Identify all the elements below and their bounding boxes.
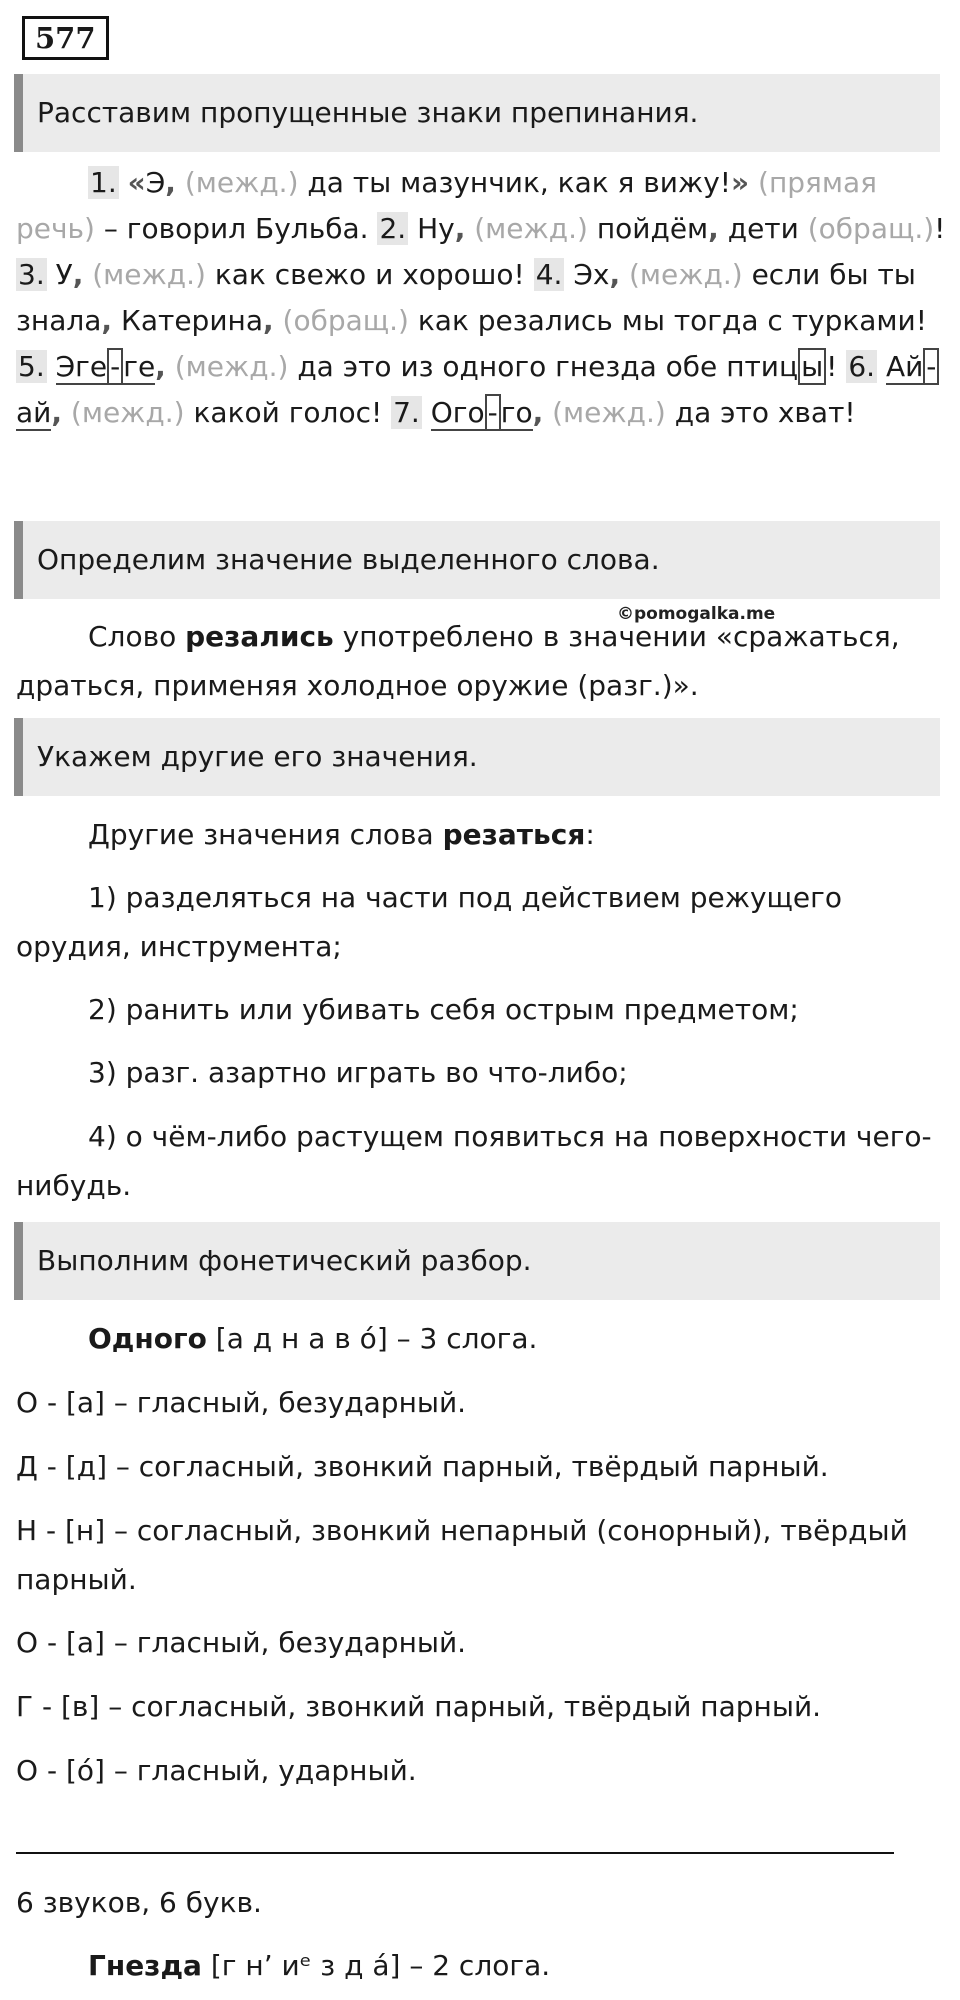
phonetic-summary: 6 звуков, 6 букв. xyxy=(16,1886,262,1919)
meaning-item: 3) разг. азартно играть во что-либо; xyxy=(88,1056,628,1089)
section-header: Выполним фонетический разбор. xyxy=(14,1222,940,1300)
sentence-number: 1. xyxy=(90,166,117,199)
annotation: (межд.) xyxy=(474,212,588,245)
annotation: (межд.) xyxy=(628,258,743,291)
annotation: (межд.) xyxy=(552,396,666,429)
section-header: Укажем другие его значения. xyxy=(14,718,940,796)
phonetic-line: Г - [в] – согласный, звонкий парный, твёрдый парный. xyxy=(16,1690,822,1723)
watermark: ©pomogalka.me xyxy=(617,604,776,624)
other-meanings-intro: Другие значения слова резаться: xyxy=(88,818,595,851)
annotation: (межд.) xyxy=(70,396,185,429)
annotation: (обращ.) xyxy=(807,212,935,245)
interjection-ay-ay: Ай -ай xyxy=(16,350,939,431)
meaning-item: 4) о чём-либо растущем появиться на поверхности чего-нибудь. xyxy=(16,1120,932,1202)
sentence-number: 2. xyxy=(379,212,407,245)
meaning-paragraph: Слово резались употреблено в значении «сражаться, драться, применяя холодное оружие (разг.)». xyxy=(16,620,900,702)
phonetic-word-2: Гнезда [г н’ иᵉ з д а́] – 2 слога. xyxy=(88,1949,551,1982)
meaning-item: 2) ранить или убивать себя острым предметом; xyxy=(88,993,799,1026)
punctuation-paragraph: 1. «Э, (межд.) да ты мазунчик, как я вижу!» (прямая речь) – говорил Бульба. 2. Ну, (межд.) пойдём, дети (обращ.)! 3. У, (межд.) как свежо и хорошо! 4. Эх, (межд.) если бы ты знала, Катерина, (обращ.) как резались мы тогда с турками! 5. Эге - ге, (межд.) да это из одного гнезда обе птиц ы ! 6. Ай -ай, (межд.) какой голос! 7. Ого - го, (межд.) да это хват! xyxy=(16,166,946,429)
hyphen-box: - xyxy=(923,348,939,385)
section-header: Определим значение выделенного слова. xyxy=(14,521,940,599)
phonetic-line: О - [о́] – гласный, ударный. xyxy=(16,1754,417,1787)
sentence-number: 3. xyxy=(18,258,45,291)
phonetic-line: О - [а] – гласный, безударный. xyxy=(16,1386,467,1419)
phonetic-line: Д - [д] – согласный, звонкий парный, твёрдый парный. xyxy=(16,1450,829,1483)
phonetic-line: О - [а] – гласный, безударный. xyxy=(16,1626,467,1659)
annotation: (межд.) xyxy=(184,166,299,199)
sentence-number: 7. xyxy=(393,396,420,429)
exercise-number: 577 xyxy=(22,16,109,60)
divider xyxy=(16,1852,894,1854)
section-header: Расставим пропущенные знаки препинания. xyxy=(14,74,940,152)
highlighted-word: резались xyxy=(185,620,334,653)
annotation: (межд.) xyxy=(174,350,289,383)
hyphen-box: - xyxy=(485,394,501,431)
interjection-ege-ge: Эге - ге xyxy=(55,350,156,383)
annotation: (обращ.) xyxy=(282,304,409,337)
interjection-ogo-go: Ого - го xyxy=(430,396,533,429)
ending-box: ы xyxy=(798,348,826,385)
annotation: (межд.) xyxy=(92,258,206,291)
phonetic-word-1: Одного [а д н а в о́] – 3 слога. xyxy=(88,1322,538,1355)
annotation: (прямая речь) xyxy=(16,166,877,245)
hyphen-box: - xyxy=(107,348,123,385)
phonetic-line: Н - [н] – согласный, звонкий непарный (сонорный), твёрдый парный. xyxy=(16,1514,908,1596)
meaning-item: 1) разделяться на части под действием режущего орудия, инструмента; xyxy=(16,881,842,963)
sentence-number: 5. xyxy=(18,350,45,383)
sentence-number: 6. xyxy=(848,350,876,383)
sentence-number: 4. xyxy=(535,258,563,291)
